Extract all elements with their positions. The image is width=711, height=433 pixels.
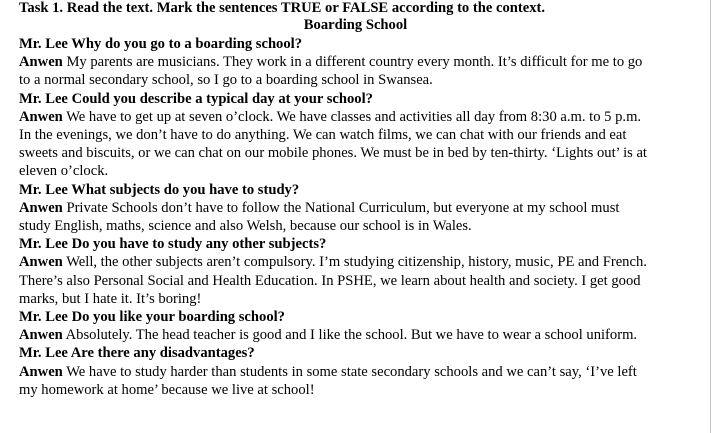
answer-text: Private Schools don’t have to follow the National Curriculum, but everyone at my school must study English, maths, science and also Welsh, because our school is in Wales. <box>19 199 620 235</box>
question-line <box>19 35 647 53</box>
question-line <box>19 344 647 362</box>
answer-text: We have to get up at seven o’clock. We have classes and activities all day from 8:30 a.m. to 5 p.m. In the evenings, we don’t have to do anything. We can watch films, we can chat with our friends and eat sweets and biscuits, or we can chat on our mobile phones. We must be in bed by ten-thirty. ‘Lights out’ is at eleven o’clock. <box>19 108 647 180</box>
respondent-name: Anwen <box>19 363 63 380</box>
answer-paragraph <box>19 363 647 399</box>
question-text: Could you describe a typical day at your school? <box>71 90 373 107</box>
interviewer-name: Mr. Lee <box>19 345 68 362</box>
question-text: Are there any disadvantages? <box>70 345 255 362</box>
question-text: What subjects do you have to study? <box>71 181 300 198</box>
task-heading: Task 1. Read the text. Mark the sentences TRUE or FALSE according to the context. <box>19 0 546 16</box>
respondent-name: Anwen <box>19 199 63 216</box>
question-text: Why do you go to a boarding school? <box>71 36 303 52</box>
question-line <box>19 90 647 108</box>
answer-paragraph <box>19 326 647 344</box>
interviewer-name: Mr. Lee <box>19 309 68 326</box>
interviewer-name: Mr. Lee <box>19 181 68 198</box>
interviewer-name: Mr. Lee <box>19 236 68 253</box>
answer-text: My parents are musicians. They work in a different country every month. It’s difficult for me to go to a normal secondary school, so I go to a boarding school in Swansea. <box>19 54 643 89</box>
answer-paragraph <box>19 108 647 181</box>
interview-text <box>19 35 647 399</box>
answer-text: We have to study harder than students in some state secondary schools and we can’t say, ‘I’ve left my homework at home’ because we live at school! <box>19 363 637 398</box>
interviewer-name: Mr. Lee <box>19 90 68 107</box>
question-line <box>19 308 647 326</box>
respondent-name: Anwen <box>19 108 63 125</box>
respondent-name: Anwen <box>19 254 63 271</box>
question-line <box>19 235 647 253</box>
respondent-name: Anwen <box>19 54 63 71</box>
answer-text: Well, the other subjects aren’t compulsory. I’m studying citizenship, history, music, PE and French. There’s also Personal Social and Health Education. In PSHE, we learn about health and society. I get good marks, but I hate it. It’s boring! <box>19 254 647 307</box>
answer-paragraph <box>19 53 647 89</box>
interviewer-name: Mr. Lee <box>19 36 68 52</box>
answer-text: Absolutely. The head teacher is good and I like the school. But we have to wear a school uniform. <box>65 327 638 344</box>
document-title: Boarding School <box>303 17 408 33</box>
question-text: Do you have to study any other subjects? <box>71 236 327 253</box>
answer-paragraph <box>19 199 647 235</box>
question-line <box>19 181 647 199</box>
question-text: Do you like your boarding school? <box>71 309 285 326</box>
respondent-name: Anwen <box>19 327 63 344</box>
answer-paragraph <box>19 253 647 308</box>
